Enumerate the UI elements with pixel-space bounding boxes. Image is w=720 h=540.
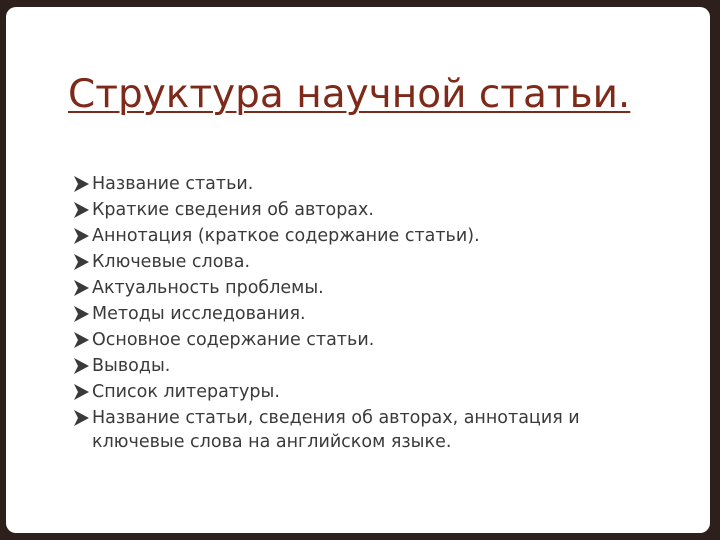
arrowhead-bullet-icon [74, 301, 92, 327]
arrowhead-bullet-icon [74, 379, 92, 405]
bullet-item [74, 405, 634, 454]
bullet-item [74, 379, 634, 405]
bullet-list [74, 171, 634, 454]
arrowhead-bullet-icon [74, 223, 92, 249]
bullet-item [74, 353, 634, 379]
bullet-text: Краткие сведения об авторах. [92, 200, 374, 220]
bullet-item [74, 197, 634, 223]
bullet-item [74, 301, 634, 327]
slide [6, 7, 710, 533]
arrowhead-bullet-icon [74, 197, 92, 223]
bullet-text: Аннотация (краткое содержание статьи). [92, 226, 480, 246]
bullet-text: Список литературы. [92, 382, 280, 402]
arrowhead-bullet-icon [74, 249, 92, 275]
arrowhead-bullet-icon [74, 275, 92, 301]
bullet-text: Основное содержание статьи. [92, 330, 375, 350]
arrowhead-bullet-icon [74, 353, 92, 379]
arrowhead-bullet-icon [74, 327, 92, 353]
arrowhead-bullet-icon [74, 171, 92, 197]
bullet-text: Название статьи, сведения об авторах, аннотация и ключевые слова на английском языке. [92, 408, 580, 452]
bullet-item [74, 327, 634, 353]
bullet-text: Выводы. [92, 356, 171, 376]
slide-title: Структура научной статьи. [68, 72, 631, 117]
bullet-text: Актуальность проблемы. [92, 278, 324, 298]
bullet-item [74, 223, 634, 249]
bullet-text: Ключевые слова. [92, 252, 251, 272]
bullet-item [74, 249, 634, 275]
bullet-item [74, 171, 634, 197]
bullet-text: Методы исследования. [92, 304, 306, 324]
bullet-text: Название статьи. [92, 174, 254, 194]
bullet-item [74, 275, 634, 301]
arrowhead-bullet-icon [74, 405, 92, 431]
